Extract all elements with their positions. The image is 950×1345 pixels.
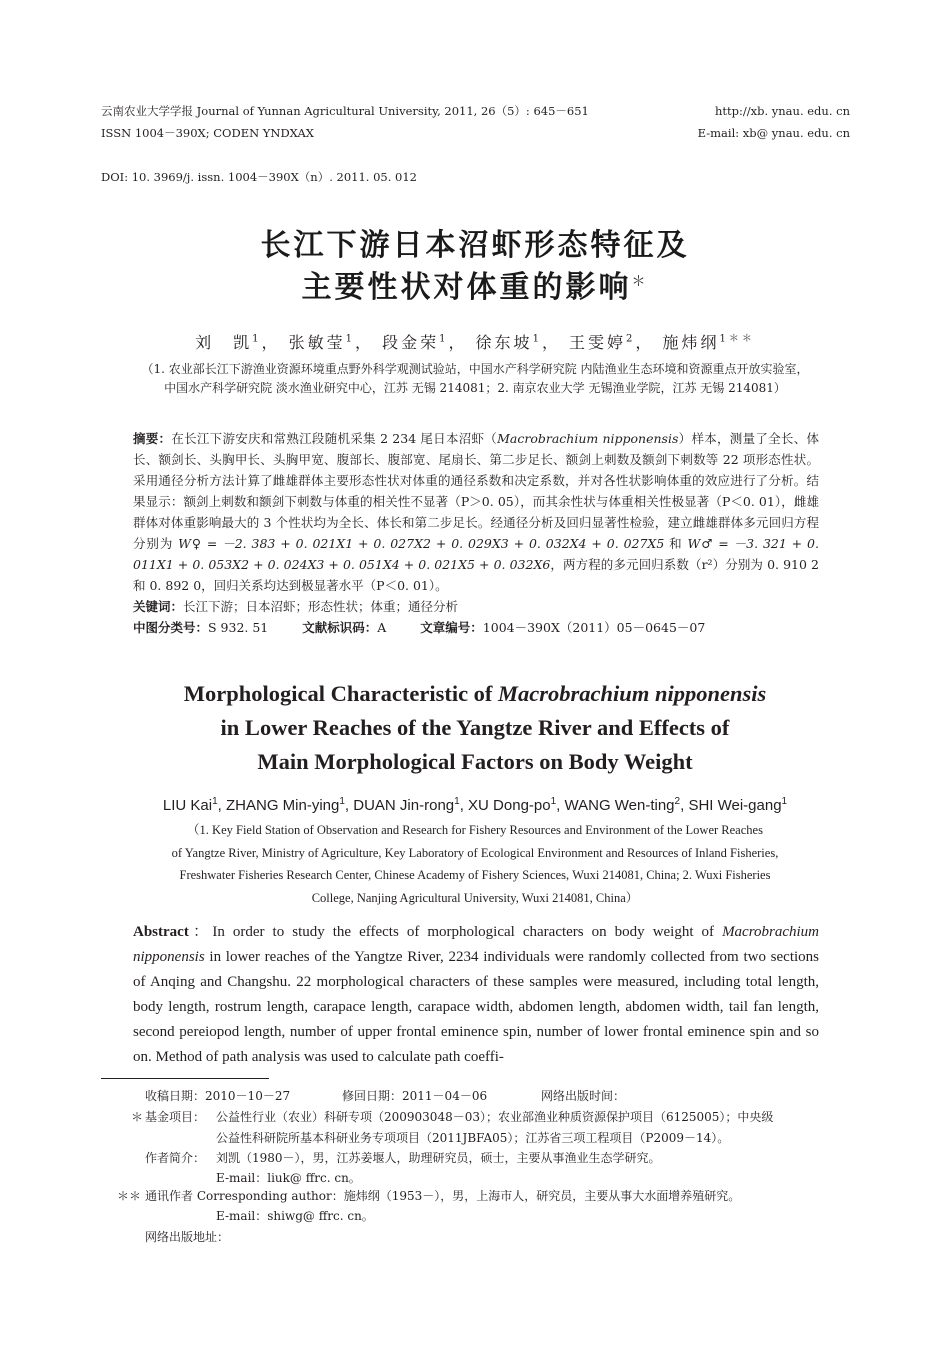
equation-female: W♀ = －2. 383 + 0. 021X1 + 0. 027X2 + 0. 029X3 + 0. 032X4 + 0. 027X5	[178, 536, 665, 551]
author-en: XU Dong-$po^1$	[468, 796, 557, 814]
journal-citation: 云南农业大学学报 Journal of Yunnan Agricultural University, 2011, 26（5）: 645－651	[101, 104, 589, 118]
title-cn-line2-text: 主要性状对体重的影响	[301, 270, 632, 305]
abstract-cn: 摘要：在长江下游安庆和常熟江段随机采集 2 234 尾日本沼虾（Macrobrachium nipponensis）样本，测量了全长、体长、额剑长、头胸甲长、头胸甲宽、腹部长、腹部宽、尾扇长、第二步足长、额剑上刺数及额剑下刺数等 22 项形态性状。采用通径分析方法计算了雌雄群体主要形态性状对体重的通径系数和决定系数，并对各性状影响体重的效应进行了分析。结果显示：额剑上刺数和额剑下刺数与体重的相关性不显著（P＞0. 05），而其余性状与体重相关性极显著（P＜0. 01），雌雄群体对体重影响最大的 3 个性状均为全长、体长和第二步足长。经通径分析及回归显著性检验，建立雌雄群体多元回归方程分别为 W♀ = －2. 383 + 0. 021X1 + 0. 027X2 + 0. 029X3 + 0. 032X4 + 0. 027X5 和 W♂ = －3. 321 + 0. 011X1 + 0. 053X2 + 0. 024X3 + 0. 051X4 + 0. 021X5 + 0. 032X6，两方程的多元回归系数（r²）分别为 0. 910 2 和 0. 892 0，回归关系均达到极显著水平（P＜0. 01）。 关键词：长江下游；日本沼虾；形态性状；体重；通径分析 中图分类号：S 932. 51 文献标识码：A 文章编号：1004－390X（2011）05－0645－07	[133, 428, 819, 638]
author-cn: 刘 凯$^1$	[195, 333, 262, 352]
affiliation-cn-line1: （1. 农业部长江下游渔业资源环境重点野外科学观测试验站，中国水产科学研究院 内陆渔业生态环境和资源重点开放实验室，	[141, 362, 809, 376]
title-en	[0, 677, 950, 779]
affiliation-cn	[100, 360, 850, 398]
journal-url[interactable]: http://xb. ynau. edu. cn	[714, 104, 850, 118]
species-name-en: Macrobrachium nipponensis	[133, 924, 819, 965]
classification-line: 中图分类号：S 932. 51 文献标识码：A 文章编号：1004－390X（2011）05－0645－07	[133, 620, 706, 635]
affiliation-en: （1. Key Field Station of Observation and Research for Fishery Resources and Environment of the Lower Reaches of Yangtze River, Ministry of Agriculture, Key Laboratory of Ecological Environment and Resources of Inland Fisheries, Freshwater Fisheries Research Center, Chinese Academy of Fishery Sciences, Wuxi 214081, China; 2. Wuxi Fisheries College, Nanjing Agricultural University, Wuxi 214081, China）	[171, 823, 779, 905]
species-name: Macrobrachium nipponensis	[497, 431, 679, 446]
author-en: WANG Wen-ting$^2$	[564, 796, 681, 814]
authors-en: LIU Kai$^1$, ZHANG Min-ying$^1$, DUAN Jin-rong$^1$, XU Dong-$po^1$, WANG Wen-ting$^2$, SHI Wei-gang$^1$	[162, 796, 788, 814]
author-cn: 王雯婷$^2$	[569, 333, 636, 352]
title-en-line3: Main Morphological Factors on Body Weight	[257, 749, 693, 774]
title-cn-line1: 长江下游日本沼虾形态特征及	[260, 228, 690, 263]
title-en-line1: Morphological Characteristic of Macrobrachium nipponensis	[183, 681, 767, 706]
footnote-rule	[101, 1078, 269, 1079]
keywords-cn: 关键词：长江下游；日本沼虾；形态性状；体重；通径分析	[133, 599, 459, 614]
author-en: ZHANG Min-ying$^1$	[226, 796, 345, 814]
corresponding-email[interactable]: E-mail：shiwg@ ffrc. cn。	[216, 1209, 374, 1223]
title-cn-line2	[0, 268, 950, 308]
author-en: SHI Wei-gang$^1$	[688, 796, 788, 814]
abstract-en-label: Abstract	[133, 924, 189, 940]
title-cn-footnote-mark: ＊	[631, 274, 649, 290]
title-en-line2: in Lower Reaches of the Yangtze River and Effects of	[220, 715, 730, 740]
author-cn: 张敏莹$^1$	[288, 333, 355, 352]
authors-cn: 刘 凯$^1$， 张敏莹$^1$， 段金荣$^1$， 徐东坡$^1$， 王雯婷$^2$， 施炜纲$^{1**}$	[195, 333, 755, 352]
author-en: DUAN Jin-rong$^1$	[353, 796, 460, 814]
equation-male: W♂ = －3. 321 + 0. 011X1 + 0. 053X2 + 0. 024X3 + 0. 051X4 + 0. 021X5 + 0. 032X6	[133, 536, 819, 572]
doi[interactable]: DOI: 10. 3969/j. issn. 1004－390X（n）. 2011. 05. 012	[101, 170, 417, 184]
author-cn: 段金荣$^1$	[382, 333, 449, 352]
author-cn: 徐东坡$^1$	[475, 333, 542, 352]
affiliation-cn-line2: 中国水产科学研究院 淡水渔业研究中心，江苏 无锡 214081；2. 南京农业大学 无锡渔业学院，江苏 无锡 214081）	[164, 381, 786, 395]
journal-email[interactable]: E-mail: xb@ ynau. edu. cn	[697, 126, 850, 140]
author-en: LIU Kai$^1$	[162, 796, 218, 814]
issn-line: ISSN 1004－390X; CODEN YNDXAX	[101, 126, 314, 140]
author-email[interactable]: E-mail：liuk@ ffrc. cn。	[216, 1171, 361, 1185]
abstract-cn-label: 摘要：	[133, 431, 172, 446]
abstract-en: Abstract：In order to study the effects of morphological characters on body weight of Macrobrachium nipponensis in lower reaches of the Yangtze River, 2234 individuals were randomly collected from two sections of Anqing and Changshu. 22 morphological characters of these samples were measured, including total length, body length, rostrum length, carapace length, carapace width, abdomen length, abdomen width, tail fan length, second pereiopod length, number of upper frontal eminence spin, number of lower frontal eminence spin and so on. Method of path analysis was used to calculate path coeffi-	[133, 924, 819, 1065]
author-cn: 施炜纲$^{1**}$	[662, 333, 755, 352]
